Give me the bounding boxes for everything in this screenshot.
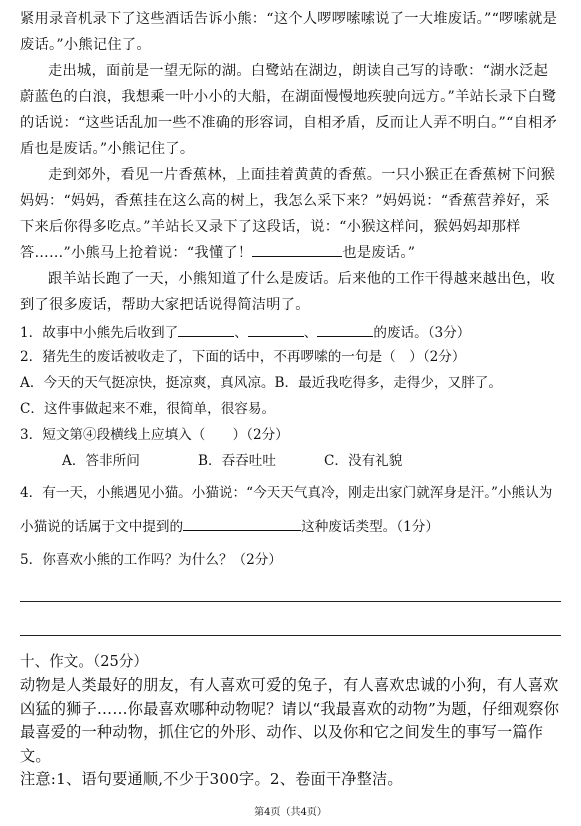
story-paragraph-2: 走出城，面前是一望无际的湖。白鹭站在湖边，朗读自己写的诗歌：“湖水泛起蔚蓝色的白浪，我想乘一叶小小的大船，在湖面慢慢地疾驶向远方。”羊站长录下白鹭的话说：“这些话乱加一些不准确的形容词，自相矛盾，反而让人弄不明白。”“自相矛盾也是废话。”小熊记住了。: [20, 63, 558, 157]
question-1-separator-2: 、: [303, 325, 318, 341]
composition-heading: 十、作文。（25分）: [20, 653, 149, 670]
question-4-line-2: [20, 516, 561, 536]
question-1-prefix: 1．故事中小熊先后收到了: [20, 325, 179, 341]
story-paragraph-1: 紧用录音机录下了这些酒话告诉小熊：“这个人啰啰嗦嗦说了一大堆废话。”“啰嗦就是废话。”小熊记住了。: [20, 11, 558, 53]
question-2-option-c: C．这件事做起来不难，很简单，很容易。: [20, 401, 276, 417]
question-3-option-b: B．吞吞吐吐: [198, 453, 276, 469]
question-5: 5．你喜欢小熊的工作吗？为什么？（2分）: [20, 552, 282, 568]
question-1: [20, 322, 561, 342]
page-number: 第4页（共4页）: [254, 807, 327, 818]
question-1-blank-2[interactable]: [248, 322, 304, 337]
question-4-prefix: 小猫说的话属于文中提到的: [20, 519, 184, 535]
story-paragraph-3: [20, 162, 561, 266]
question-1-separator-1: 、: [234, 325, 248, 341]
question-4-suffix: 这种废话类型。（1分）: [301, 519, 439, 535]
question-1-suffix: 的废话。（3分）: [373, 325, 471, 341]
story-blank[interactable]: [252, 242, 342, 257]
question-1-blank-1[interactable]: [178, 322, 234, 337]
question-3-option-a: A．答非所问: [62, 453, 140, 469]
story-paragraph-3-end: 也是废话。”: [342, 245, 416, 261]
question-4-line-1: 4．有一天，小熊遇见小猫。小猫说：“今天天气真冷，刚走出家门就浑身是汗。”小熊认为: [20, 485, 553, 501]
answer-line-2[interactable]: [20, 635, 561, 636]
answer-line-1[interactable]: [20, 601, 561, 602]
question-2: 2．猪先生的废话被收走了，下面的话中，不再啰嗦的一句是（ ）（2分）: [20, 349, 466, 365]
question-3: 3．短文第④段横线上应填入（ ）（2分）: [20, 427, 289, 443]
question-3-option-c: C．没有礼貌: [324, 453, 403, 469]
question-4-blank[interactable]: [183, 516, 301, 531]
question-2-options-ab: A．今天的天气挺凉快，挺凉爽，真风凉。B．最近我吃得多，走得少，又胖了。: [20, 375, 502, 391]
story-paragraph-3-text: 走到郊外，看见一片香蕉林，上面挂着黄黄的香蕉。一只小猴正在香蕉树下问猴妈妈：“妈妈，香蕉挂在这么高的树上，我怎么采下来？”妈妈说：“香蕉营养好，采下来后你得多吃点。”羊站长又录下了这段话，说：“小猴这样问，猴妈妈却那样答……”小熊马上抢着说：“我懂了！: [20, 167, 556, 261]
composition-prompt: 动物是人类最好的朋友，有人喜欢可爱的兔子，有人喜欢忠诚的小狗，有人喜欢凶猛的狮子……你最喜欢哪种动物呢？请以“我最喜欢的动物”为题，仔细观察你最喜爱的一种动物，抓住它的外形、动作、以及你和它之间发生的事写一篇作文。: [20, 676, 560, 765]
question-1-blank-3[interactable]: [317, 322, 373, 337]
composition-note: 注意:1、语句要通顺,不少于300字。2、卷面干净整洁。: [20, 770, 403, 788]
story-paragraph-4: 跟羊站长跑了一天，小熊知道了什么是废话。后来他的工作干得越来越出色，收到了很多废话，帮助大家把话说得简洁明了。: [20, 271, 556, 313]
